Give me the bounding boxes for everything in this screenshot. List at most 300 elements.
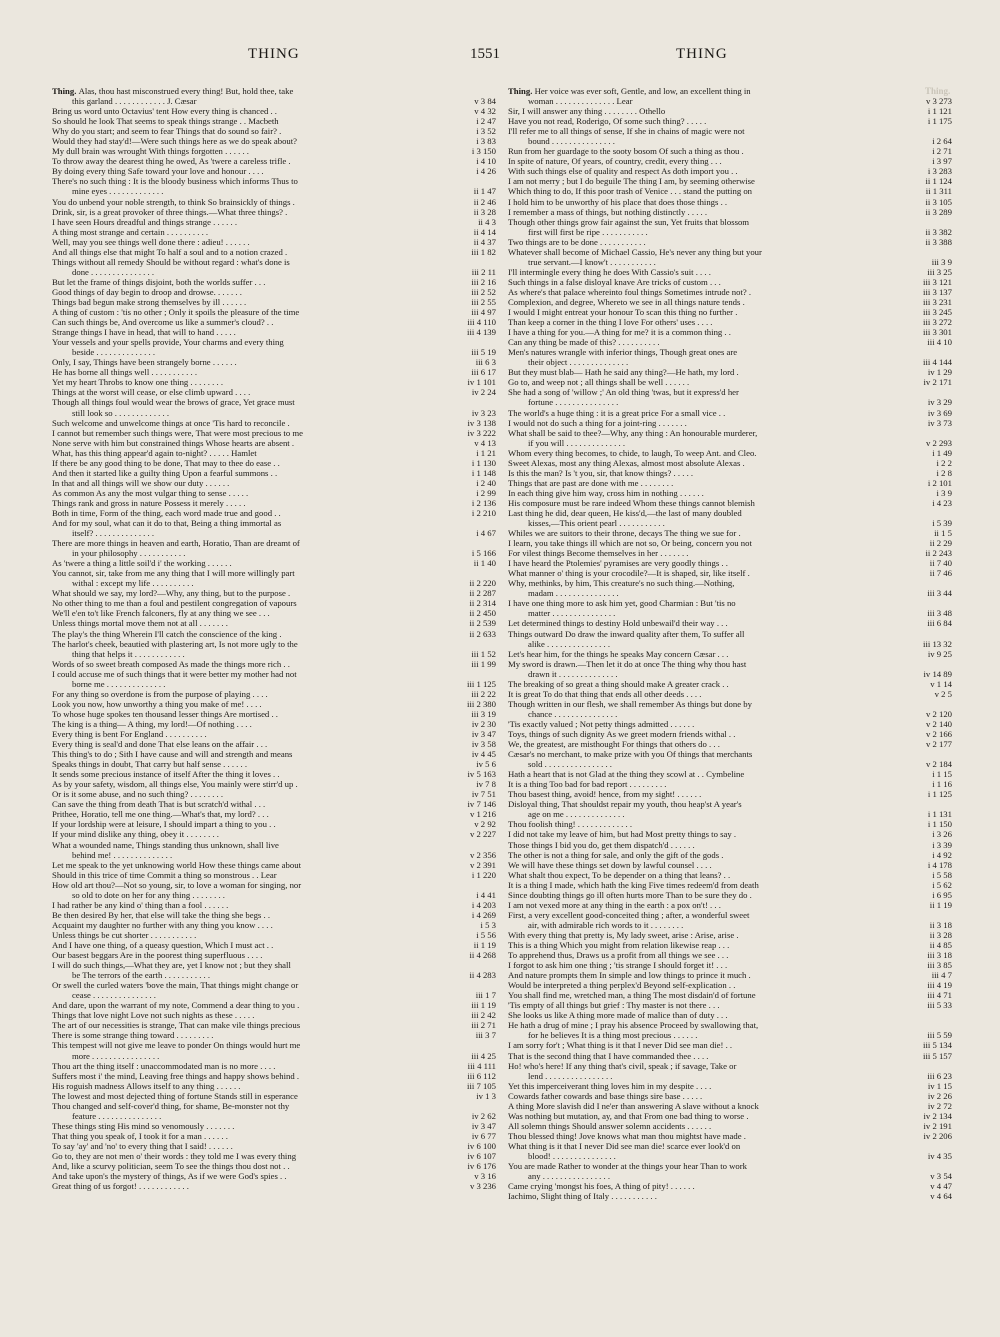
quotation-text: their object . . . . . . . . . . . . . . [528, 357, 629, 368]
act-scene-line-reference: iv 2 26 [927, 1090, 952, 1101]
quotation-text: 'Tis exactly valued ; Not petty things admitted . . . . . . [508, 718, 695, 729]
concordance-line [508, 478, 952, 488]
quotation-text: Thing. Alas, thou hast misconstrued every thing! But, hold thee, take [52, 86, 294, 96]
quotation-text: cease . . . . . . . . . . . . . . . [72, 990, 156, 1001]
concordance-line [508, 880, 952, 890]
quotation-text: Would they had stay'd!—Were such things here as we do speak about? [52, 136, 298, 147]
concordance-line [52, 980, 496, 990]
act-scene-line-reference: v 4 47 [930, 1181, 952, 1192]
concordance-line [52, 488, 496, 498]
act-scene-line-reference: i 1 150 [927, 819, 952, 830]
concordance-line [52, 387, 496, 397]
quotation-text: borne me . . . . . . . . . . . . . . [72, 678, 166, 689]
concordance-line [52, 578, 496, 588]
quotation-text: Good things of day begin to droop and drowse. . . . . . . [52, 286, 242, 297]
concordance-line [508, 428, 952, 438]
quotation-text: Should in this trice of time Commit a thing so monstrous . . Lear [52, 869, 277, 880]
act-scene-line-reference: iv 7 8 [476, 779, 496, 790]
concordance-line [52, 749, 496, 759]
quotation-text: It is a thing I made, which hath the king Five times redeem'd from death [508, 879, 759, 890]
quotation-text: Drink, sir, is a great provoker of three things.—What three things? . [52, 206, 288, 217]
running-header [0, 46, 1000, 76]
quotation-text: How old art thou?—Not so young, sir, to love a woman for singing, nor [52, 879, 302, 890]
act-scene-line-reference: ii 2 220 [469, 578, 496, 589]
act-scene-line-reference: ii 3 18 [929, 919, 952, 930]
quotation-text: age on me . . . . . . . . . . . . . . [528, 809, 625, 820]
quotation-text: I am sorry for't ; What thing is it that I never Did see man die! . . [508, 1040, 733, 1051]
quotation-text: What should we say, my lord?—Why, any thing, but to the purpose . [52, 588, 291, 599]
quotation-text: With every thing that pretty is, My lady sweet, arise : Arise, arise . [508, 929, 739, 940]
act-scene-line-reference: ii 2 287 [469, 588, 496, 599]
quotation-text: Though all things foul would wear the brows of grace, Yet grace must [52, 397, 295, 408]
act-scene-line-reference: iii 5 19 [471, 347, 496, 358]
act-scene-line-reference: iv 2 134 [923, 1110, 952, 1121]
act-scene-line-reference: i 4 26 [476, 166, 496, 177]
concordance-line [508, 166, 952, 176]
act-scene-line-reference: iii 1 125 [467, 678, 496, 689]
quotation-text: Whom every thing becomes, to chide, to laugh, To weep Ant. and Cleo. [508, 447, 757, 458]
quotation-text: Thou art the thing itself : unaccommodated man is no more . . . . [52, 1060, 276, 1071]
header-left-word: THING [248, 46, 300, 62]
act-scene-line-reference: v 2 120 [925, 708, 952, 719]
quotation-text: The king is a thing— A thing, my lord!—Of nothing . . . . [52, 718, 252, 729]
concordance-line [52, 789, 496, 799]
act-scene-line-reference: v 2 140 [925, 718, 952, 729]
concordance-line [508, 297, 952, 307]
act-scene-line-reference: iii 3 18 [927, 950, 952, 961]
concordance-line [52, 207, 496, 217]
concordance-line [52, 317, 496, 327]
act-scene-line-reference: i 1 125 [927, 789, 952, 800]
concordance-line [52, 890, 496, 900]
quotation-text: And I have one thing, of a queasy question, Which I must act . . [52, 939, 274, 950]
act-scene-line-reference: iv 2 72 [927, 1100, 952, 1111]
concordance-line [52, 970, 496, 980]
concordance-line [52, 347, 496, 357]
act-scene-line-reference: iii 4 10 [927, 337, 952, 348]
act-scene-line-reference: i 4 178 [927, 859, 952, 870]
act-scene-line-reference: i 3 52 [476, 126, 496, 137]
quotation-text: Things that love night Love not such nights as these . . . . . [52, 1010, 255, 1021]
quotation-text: feature . . . . . . . . . . . . . . . [72, 1110, 162, 1121]
quotation-text: What shall be said to thee?—Why, any thing : An honourable murderer, [508, 427, 758, 438]
quotation-text: I will do such things,—What they are, yet I know not ; but they shall [52, 960, 291, 971]
act-scene-line-reference: i 5 56 [476, 929, 496, 940]
quotation-text: In each thing give him way, cross him in nothing . . . . . . [508, 487, 704, 498]
concordance-line [508, 1000, 952, 1010]
quotation-text: Hath a heart that is not Glad at the thing they scowl at . . Cymbeline [508, 769, 745, 780]
act-scene-line-reference: i 3 150 [471, 146, 496, 157]
concordance-line [508, 207, 952, 217]
quotation-text: Or swell the curled waters 'bove the main, That things might change or [52, 980, 299, 991]
quotation-text: His composure must be rare indeed Whom these things cannot blemish [508, 497, 755, 508]
act-scene-line-reference: i 4 92 [932, 849, 952, 860]
concordance-line [508, 277, 952, 287]
concordance-line [508, 759, 952, 769]
act-scene-line-reference: ii 1 311 [925, 186, 952, 197]
act-scene-line-reference: ii 4 3 [478, 216, 496, 227]
concordance-line [508, 779, 952, 789]
quotation-text: There is some strange thing toward . . . . . . . . . [52, 1030, 214, 1041]
act-scene-line-reference: i 3 283 [927, 166, 952, 177]
act-scene-line-reference: iii 3 7 [475, 1030, 496, 1041]
quotation-text: so old to dote on her for any thing . . . . . . . . [72, 889, 225, 900]
concordance-line [52, 950, 496, 960]
act-scene-line-reference: i 5 3 [480, 919, 496, 930]
quotation-text: Great thing of us forgot! . . . . . . . . . . . . [52, 1181, 189, 1192]
act-scene-line-reference: iv 6 100 [467, 1140, 496, 1151]
concordance-line [508, 930, 952, 940]
concordance-line [508, 146, 952, 156]
concordance-line [52, 428, 496, 438]
quotation-text: Cæsar's no merchant, to make prize with you Of things that merchants [508, 749, 753, 760]
act-scene-line-reference: i 3 97 [932, 156, 952, 167]
quotation-text: Run from her guardage to the sooty bosom Of such a thing as thou . [508, 146, 744, 157]
quotation-text: Things that are past are done with me . . . . . . . . [508, 477, 674, 488]
act-scene-line-reference: iv 7 146 [467, 799, 496, 810]
act-scene-line-reference: ii 2 633 [469, 628, 496, 639]
act-scene-line-reference: iv 2 191 [923, 1120, 952, 1131]
concordance-line [52, 327, 496, 337]
quotation-text: I could accuse me of such things that it were better my mother had not [52, 668, 297, 679]
act-scene-line-reference: iii 3 245 [923, 307, 952, 318]
act-scene-line-reference: i 3 26 [932, 829, 952, 840]
concordance-line [52, 227, 496, 237]
quotation-text: first will first be ripe . . . . . . . . . . . [528, 226, 648, 237]
concordance-line [508, 1151, 952, 1161]
quotation-text: What shalt thou expect, To be depender on a thing that leans? . . [508, 869, 731, 880]
quotation-text: behind me! . . . . . . . . . . . . . . [72, 849, 173, 860]
act-scene-line-reference: iv 1 3 [476, 1090, 496, 1101]
act-scene-line-reference: i 2 47 [476, 116, 496, 127]
act-scene-line-reference: ii 7 40 [929, 558, 952, 569]
quotation-text: true servant.—I know't . . . . . . . . . . . [528, 256, 656, 267]
concordance-line [508, 1131, 952, 1141]
act-scene-line-reference: iv 6 176 [467, 1161, 496, 1172]
concordance-line [52, 247, 496, 257]
concordance-line [508, 719, 952, 729]
act-scene-line-reference: i 2 210 [471, 507, 496, 518]
quotation-text: And take upon's the mystery of things, As if we were God's spies . . [52, 1171, 287, 1182]
act-scene-line-reference: ii 2 450 [469, 608, 496, 619]
concordance-line [508, 809, 952, 819]
concordance-line [508, 438, 952, 448]
quotation-text: So should he look That seems to speak things strange . . Macbeth [52, 116, 279, 127]
page-number: 1551 [470, 46, 500, 62]
concordance-line [52, 960, 496, 970]
headword: Thing. [52, 86, 79, 96]
act-scene-line-reference: iii 2 42 [471, 1010, 496, 1021]
concordance-line [52, 940, 496, 950]
concordance-line [508, 679, 952, 689]
quotation-text: As by your safety, wisdom, all things else, You mainly were stirr'd up . [52, 779, 298, 790]
quotation-text: As common As any the most vulgar thing to sense . . . . . [52, 487, 249, 498]
act-scene-line-reference: v 2 5 [934, 688, 952, 699]
quotation-text: Let me speak to the yet unknowing world How these things came about [52, 859, 301, 870]
quotation-text: Look you now, how unworthy a thing you make of me! . . . . [52, 698, 262, 709]
quotation-text: To throw away the dearest thing he owed, As 'twere a careless trifle . [52, 156, 291, 167]
quotation-text: Our basest beggars Are in the poorest thing superfluous . . . . [52, 950, 263, 961]
quotation-text: Yet my heart Throbs to know one thing . . . . . . . . [52, 377, 224, 388]
quotation-text: Thing. Her voice was ever soft, Gentle, and low, an excellent thing in [508, 86, 751, 96]
act-scene-line-reference: i 2 101 [927, 477, 952, 488]
quotation-text: Sir, I will answer any thing . . . . . . . . Othello [508, 106, 666, 117]
concordance-line [508, 518, 952, 528]
concordance-line [508, 1181, 952, 1191]
concordance-line [508, 267, 952, 277]
quotation-text: This thing's to do ; Sith I have cause and will and strength and means [52, 749, 293, 760]
concordance-line [52, 669, 496, 679]
concordance-line [52, 176, 496, 186]
quotation-text: There's no such thing : It is the bloody business which informs Thus to [52, 176, 298, 187]
act-scene-line-reference: iii 3 48 [927, 608, 952, 619]
concordance-line [52, 468, 496, 478]
concordance-line [52, 357, 496, 367]
quotation-text: What thing is it that I never Did see man die! scarce ever look'd on [508, 1140, 741, 1151]
quotation-text: The breaking of so great a thing should make A greater crack . . [508, 678, 729, 689]
quotation-text: beside . . . . . . . . . . . . . . [72, 347, 156, 358]
quotation-text: I have a thing for you.—A thing for me? it is a common thing . . [508, 327, 731, 338]
concordance-line [52, 920, 496, 930]
quotation-text: Things outward Do draw the inward quality after them, To suffer all [508, 628, 745, 639]
act-scene-line-reference: i 1 21 [476, 447, 496, 458]
quotation-text: bound . . . . . . . . . . . . . . . [528, 136, 615, 147]
concordance-line [508, 468, 952, 478]
concordance-line [52, 287, 496, 297]
quotation-text: blood! . . . . . . . . . . . . . . . [528, 1150, 616, 1161]
act-scene-line-reference: v 1 14 [930, 678, 952, 689]
act-scene-line-reference: i 1 148 [471, 467, 496, 478]
act-scene-line-reference: v 3 16 [474, 1171, 496, 1182]
quotation-text: Or is it some abuse, and no such thing? . . . . . . . . [52, 789, 224, 800]
quotation-text: The other is not a thing for sale, and only the gift of the gods . [508, 849, 724, 860]
act-scene-line-reference: v 4 64 [930, 1191, 952, 1202]
quotation-text: No other thing to me than a foul and pestilent congregation of vapours [52, 598, 297, 609]
quotation-text: I forgot to ask him one thing ; 'tis strange I should forget it! . . . [508, 960, 728, 971]
act-scene-line-reference: i 2 136 [471, 497, 496, 508]
act-scene-line-reference: iii 6 23 [927, 1070, 952, 1081]
act-scene-line-reference: iv 14 89 [923, 668, 952, 679]
quotation-text: I remember a mass of things, but nothing distinctly . . . . . [508, 206, 708, 217]
quotation-text: Though written in our flesh, we shall remember As things but done by [508, 698, 752, 709]
concordance-line [52, 860, 496, 870]
quotation-text: drawn it . . . . . . . . . . . . . . [528, 668, 618, 679]
concordance-line [52, 809, 496, 819]
act-scene-line-reference: ii 2 46 [473, 196, 496, 207]
act-scene-line-reference: i 2 64 [932, 136, 952, 147]
act-scene-line-reference: iii 3 85 [927, 960, 952, 971]
quotation-text: Whatever shall become of Michael Cassio, He's never any thing but your [508, 246, 762, 257]
concordance-line [52, 186, 496, 196]
act-scene-line-reference: iv 3 222 [467, 427, 496, 438]
quotation-text: fortune . . . . . . . . . . . . . . . [528, 397, 619, 408]
concordance-line [52, 146, 496, 156]
quotation-text: He has borne all things well . . . . . . . . . . . [52, 367, 198, 378]
act-scene-line-reference: iv 9 25 [927, 648, 952, 659]
quotation-text: Your vessels and your spells provide, Your charms and every thing [52, 337, 284, 348]
act-scene-line-reference: i 2 2 [936, 457, 952, 468]
concordance-line [508, 1030, 952, 1040]
act-scene-line-reference: iii 2 52 [471, 286, 496, 297]
concordance-line [52, 639, 496, 649]
quotation-text: Iachimo, Slight thing of Italy . . . . . . . . . . . [508, 1191, 657, 1202]
quotation-text: I hold him to be unworthy of his place that does those things . . [508, 196, 728, 207]
concordance-line [52, 116, 496, 126]
concordance-line [508, 629, 952, 639]
concordance-line [508, 1161, 952, 1171]
concordance-line [508, 739, 952, 749]
concordance-line [508, 528, 952, 538]
act-scene-line-reference: iii 3 44 [927, 588, 952, 599]
quotation-text: Things at the worst will cease, or else climb upward . . . . [52, 387, 251, 398]
act-scene-line-reference: i 3 9 [936, 487, 952, 498]
concordance-line [508, 1051, 952, 1061]
quotation-text: Go to, and weep not ; all things shall be well . . . . . . [508, 377, 690, 388]
quotation-text: If your mind dislike any thing, obey it . . . . . . . . [52, 829, 219, 840]
concordance-line [52, 1061, 496, 1071]
quotation-text: lend . . . . . . . . . . . . . . . . [528, 1070, 613, 1081]
act-scene-line-reference: i 1 131 [927, 809, 952, 820]
concordance-line [508, 980, 952, 990]
quotation-text: As 'twere a thing a little soil'd i' the working . . . . . . [52, 558, 232, 569]
quotation-text: My dull brain was wrought With things forgotten . . . . . . [52, 146, 249, 157]
quotation-text: I'll intermingle every thing he does With Cassio's suit . . . . [508, 266, 711, 277]
concordance-line [508, 840, 952, 850]
quotation-text: I am not merry ; but I do beguile The thing I am, by seeming otherwise [508, 176, 755, 187]
quotation-text: Things bad begun make strong themselves by ill . . . . . . [52, 296, 247, 307]
quotation-text: A thing most strange and certain . . . . . . . . . . [52, 226, 209, 237]
concordance-line [52, 156, 496, 166]
quotation-text: You cannot, sir, take from me any thing that I will more willingly part [52, 568, 295, 579]
quotation-text: The harlot's cheek, beautied with plastering art, Is not more ugly to the [52, 638, 298, 649]
quotation-text: Since doubting things go ill often hurts more Than to be sure they do . [508, 889, 752, 900]
concordance-line [52, 679, 496, 689]
act-scene-line-reference: ii 1 40 [473, 558, 496, 569]
quotation-text: Came crying 'mongst his foes, A thing of pity! . . . . . . [508, 1181, 695, 1192]
act-scene-line-reference: iii 3 137 [923, 286, 952, 297]
act-scene-line-reference: iv 7 51 [471, 789, 496, 800]
act-scene-line-reference: ii 7 46 [929, 568, 952, 579]
act-scene-line-reference: i 2 40 [476, 477, 496, 488]
concordance-line [508, 307, 952, 317]
quotation-text: madam . . . . . . . . . . . . . . . [528, 588, 619, 599]
concordance-line [508, 1101, 952, 1111]
act-scene-line-reference: ii 1 19 [929, 899, 952, 910]
quotation-text: Men's natures wrangle with inferior things, Though great ones are [508, 347, 738, 358]
act-scene-line-reference: ii 4 37 [473, 236, 496, 247]
concordance-line [508, 850, 952, 860]
act-scene-line-reference: iii 5 33 [927, 1000, 952, 1011]
quotation-text: For vilest things Become themselves in her . . . . . . . [508, 548, 689, 559]
quotation-text: As where's that palace whereinto foul things Sometimes intrude not? . [508, 286, 752, 297]
concordance-line [52, 166, 496, 176]
quotation-text: And all things else that might To half a soul and to a notion crazed . [52, 246, 288, 257]
concordance-line [52, 538, 496, 548]
concordance-line [508, 327, 952, 337]
concordance-line [508, 508, 952, 518]
quotation-text: Than keep a corner in the thing I love For others' uses . . . . [508, 317, 713, 328]
act-scene-line-reference: iii 2 55 [471, 296, 496, 307]
quotation-text: And, like a scurvy politician, seem To see the things thou dost not . . [52, 1161, 290, 1172]
quotation-text: That thing you speak of, I took it for a man . . . . . . [52, 1130, 228, 1141]
act-scene-line-reference: iii 4 97 [471, 307, 496, 318]
quotation-text: First, a very excellent good-conceited thing ; after, a wonderful sweet [508, 909, 750, 920]
concordance-line [508, 156, 952, 166]
concordance-line [52, 608, 496, 618]
act-scene-line-reference: v 1 216 [469, 809, 496, 820]
concordance-line [52, 779, 496, 789]
act-scene-line-reference: iv 3 73 [927, 417, 952, 428]
act-scene-line-reference: i 4 203 [471, 899, 496, 910]
act-scene-line-reference: v 4 13 [474, 437, 496, 448]
quotation-text: The art of our necessities is strange, That can make vile things precious [52, 1020, 301, 1031]
quotation-text: His roguish madness Allows itself to any thing . . . . . . [52, 1080, 241, 1091]
quotation-text: But let the frame of things disjoint, both the worlds suffer . . . [52, 276, 266, 287]
quotation-text: With such things else of quality and respect As doth import you . . [508, 166, 738, 177]
act-scene-line-reference: iii 4 25 [471, 1050, 496, 1061]
concordance-line [52, 819, 496, 829]
act-scene-line-reference: iv 2 30 [471, 718, 496, 729]
act-scene-line-reference: ii 3 382 [925, 226, 952, 237]
quotation-text: The world's a huge thing : it is a great price For a small vice . . [508, 407, 726, 418]
act-scene-line-reference: i 1 130 [471, 457, 496, 468]
concordance-line [508, 337, 952, 347]
concordance-line [52, 759, 496, 769]
act-scene-line-reference: iii 4 144 [923, 357, 952, 368]
concordance-line [52, 307, 496, 317]
quotation-text: Thou foolish thing! . . . . . . . . . . . . . [508, 819, 633, 830]
act-scene-line-reference: iii 1 7 [475, 990, 496, 1001]
act-scene-line-reference: iv 3 138 [467, 417, 496, 428]
act-scene-line-reference: iv 1 15 [927, 1080, 952, 1091]
concordance-line [508, 749, 952, 759]
act-scene-line-reference: iv 6 107 [467, 1150, 496, 1161]
concordance-line [52, 990, 496, 1000]
quotation-text: Unless things mortal move them not at all . . . . . . . [52, 618, 228, 629]
quotation-text: Those things I bid you do, get them dispatch'd . . . . . . [508, 839, 695, 850]
concordance-line [52, 1141, 496, 1151]
concordance-line [508, 950, 952, 960]
concordance-line [508, 588, 952, 598]
quotation-text: I would I might entreat your honour To scan this thing no further . [508, 307, 738, 318]
quotation-text: Disloyal thing, That shouldst repair my youth, thou heap'st A year's [508, 799, 742, 810]
quotation-text: done . . . . . . . . . . . . . . . [72, 266, 155, 277]
quotation-text: These things sting His mind so venomously . . . . . . . [52, 1120, 235, 1131]
quotation-text: Ho! who's here! If any thing that's civil, speak ; if savage, Take or [508, 1060, 737, 1071]
concordance-line [508, 618, 952, 628]
quotation-text: matter . . . . . . . . . . . . . . . [528, 608, 616, 619]
quotation-text: The lowest and most dejected thing of fortune Stands still in esperance [52, 1090, 298, 1101]
act-scene-line-reference: iii 1 99 [471, 658, 496, 669]
concordance-line [508, 1010, 952, 1020]
concordance-line [52, 850, 496, 860]
quotation-text: Such welcome and unwelcome things at once 'Tis hard to reconcile . [52, 417, 290, 428]
act-scene-line-reference: v 2 177 [925, 739, 952, 750]
concordance-line [52, 337, 496, 347]
act-scene-line-reference: v 2 184 [925, 759, 952, 770]
concordance-line [508, 136, 952, 146]
concordance-line [508, 217, 952, 227]
act-scene-line-reference: v 3 236 [469, 1181, 496, 1192]
concordance-line [508, 598, 952, 608]
act-scene-line-reference: iii 4 139 [467, 327, 496, 338]
act-scene-line-reference: iv 1 101 [467, 377, 496, 388]
concordance-line [52, 136, 496, 146]
quotation-text: And dare, upon the warrant of my note, Commend a dear thing to you . [52, 1000, 300, 1011]
quotation-text: There are more things in heaven and earth, Horatio, Than are dreamt of [52, 538, 300, 549]
act-scene-line-reference: iii 5 134 [923, 1040, 952, 1051]
act-scene-line-reference: iv 3 69 [927, 407, 952, 418]
